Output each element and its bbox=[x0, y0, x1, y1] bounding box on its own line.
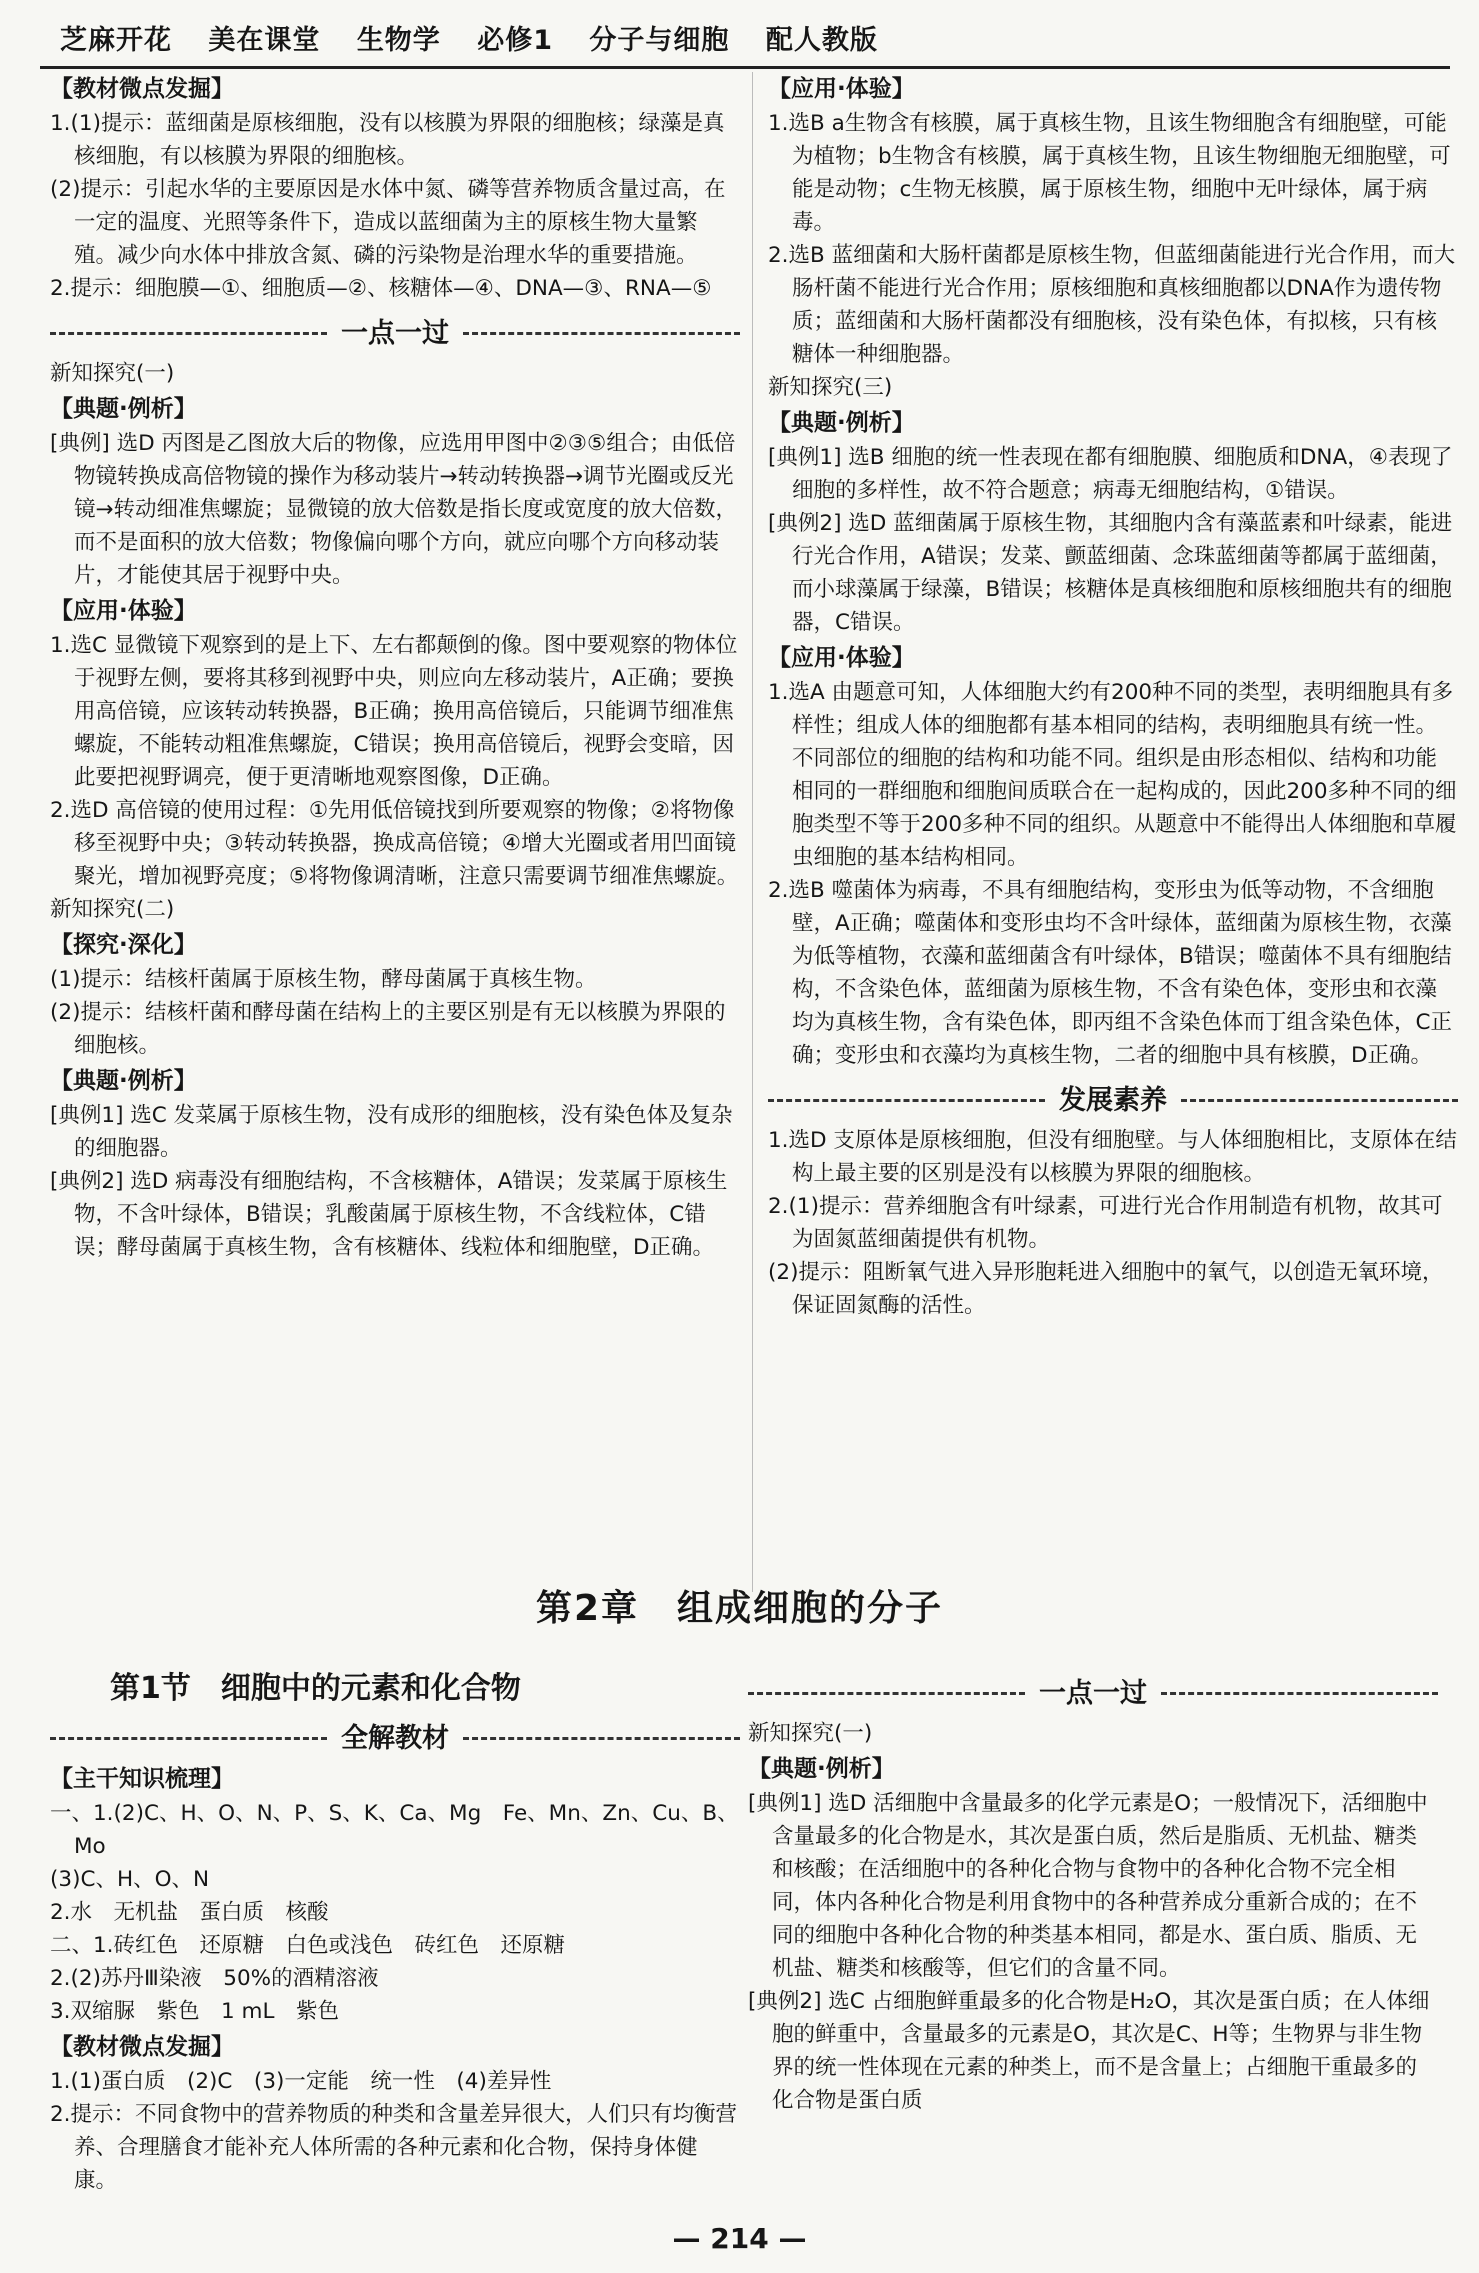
answer-paragraph: 2.(1)提示：营养细胞含有叶绿素，可进行光合作用制造有机物，故其可为固氮蓝细菌提供有机物。 bbox=[768, 1194, 1443, 1252]
answer-paragraph: (2)提示：结核杆菌和酵母菌在结构上的主要区别是有无以核膜为界限的细胞核。 bbox=[50, 1000, 726, 1058]
answer-paragraph: [典例2] 选D 病毒没有细胞结构，不含核糖体，A错误；发菜属于原核生物，不含叶绿体，B错误；乳酸菌属于原核生物，不含线粒体，C错误；酵母菌属于真核生物，含有核糖体、线粒体和细胞壁，D正确。 bbox=[50, 1169, 728, 1260]
answer-paragraph: 1.(1)蛋白质 (2)C (3)一定能 统一性 (4)差异性 bbox=[50, 2069, 552, 2094]
right-column-bottom bbox=[748, 1665, 1438, 2117]
answer-paragraph: [典例2] 选D 蓝细菌属于原核生物，其细胞内含有藻蓝素和叶绿素，能进行光合作用，A错误；发菜、颤蓝细菌、念珠蓝细菌等都属于蓝细菌，而小球藻属于绿藻，B错误；核糖体是真核细胞和原核细胞共有的细胞器，C错误。 bbox=[768, 511, 1453, 635]
section-tag: 【主干知识梳理】 bbox=[50, 1766, 234, 1792]
answer-paragraph: 1.选D 支原体是原核细胞，但没有细胞壁。与人体细胞相比，支原体在结构上最主要的区别是没有以核膜为界限的细胞核。 bbox=[768, 1128, 1457, 1186]
divider-line bbox=[1161, 1692, 1438, 1695]
page-number: — 214 — bbox=[672, 2222, 807, 2255]
answer-paragraph: 1.选A 由题意可知，人体细胞大约有200种不同的类型，表明细胞具有多样性；组成人体的细胞都有基本相同的结构，表明细胞具有统一性。不同部位的细胞的结构和功能不同。组织是由形态相似、结构和功能相同的一群细胞和细胞间质联合在一起构成的，因此200多种不同的细胞类型不等于200多种不同的组织。从题意中不能得出人体细胞和草履虫细胞的基本结构相同。 bbox=[768, 680, 1457, 870]
divider-line bbox=[1181, 1099, 1458, 1102]
running-header bbox=[60, 18, 1440, 64]
chapter-title: 第2章 组成细胞的分子 bbox=[535, 1588, 944, 1629]
left-column-top bbox=[50, 70, 740, 1264]
section-tag: 【应用·体验】 bbox=[768, 76, 915, 102]
header-volume: 必修1 bbox=[477, 25, 554, 56]
section-divider bbox=[748, 1675, 1438, 1711]
divider-line bbox=[50, 332, 327, 335]
divider-line bbox=[463, 1737, 740, 1740]
section-tag: 【典题·例析】 bbox=[748, 1756, 895, 1782]
divider-label: 全解教材 bbox=[341, 1722, 449, 1754]
column-divider bbox=[752, 72, 753, 1592]
answer-paragraph: [典例1] 选C 发菜属于原核生物，没有成形的细胞核，没有染色体及复杂的细胞器。 bbox=[50, 1103, 733, 1161]
answer-paragraph: 1.(1)提示：蓝细菌是原核细胞，没有以核膜为界限的细胞核；绿藻是真核细胞，有以核膜为界限的细胞核。 bbox=[50, 111, 725, 169]
header-tagline: 美在课堂 bbox=[208, 25, 321, 56]
section-tag: 【应用·体验】 bbox=[50, 598, 197, 624]
divider-line bbox=[50, 1737, 327, 1740]
header-edition: 配人教版 bbox=[765, 25, 878, 56]
answer-paragraph: 一、1.(2)C、H、O、N、P、S、K、Ca、Mg Fe、Mn、Zn、Cu、B、Mo bbox=[50, 1801, 739, 1859]
answer-paragraph: 2.选B 噬菌体为病毒，不具有细胞结构，变形虫为低等动物，不含细胞壁，A正确；噬菌体和变形虫均不含叶绿体，蓝细菌为原核生物，衣藻为低等植物，衣藻和蓝细菌含有叶绿体，B错误；噬菌体不具有细胞结构，不含染色体，蓝细菌为原核生物，不含有染色体，变形虫和衣藻均为真核生物，含有染色体，即丙组不含染色体而丁组含染色体，C正确；变形虫和衣藻均为真核生物，二者的细胞中具有核膜，D正确。 bbox=[768, 878, 1453, 1068]
header-rule bbox=[40, 66, 1450, 69]
divider-label: 发展素养 bbox=[1059, 1084, 1167, 1116]
answer-paragraph: 2.提示：细胞膜—①、细胞质—②、核糖体—④、DNA—③、RNA—⑤ bbox=[50, 276, 712, 301]
divider-label: 一点一过 bbox=[1039, 1677, 1147, 1709]
divider-line bbox=[748, 1692, 1025, 1695]
answer-paragraph: (2)提示：阻断氧气进入异形胞耗进入细胞中的氧气，以创造无氧环境，保证固氮酶的活性。 bbox=[768, 1260, 1444, 1318]
section-tag: 【典题·例析】 bbox=[768, 410, 915, 436]
answer-paragraph: [典例2] 选C 占细胞鲜重最多的化合物是H₂O，其次是蛋白质；在人体细胞的鲜重中，含量最多的元素是O，其次是C、H等；生物界与非生物界的统一性体现在元素的种类上，而不是含量上；占细胞干重最多的化合物是蛋白质 bbox=[748, 1989, 1430, 2113]
section-tag: 【教材微点发掘】 bbox=[50, 76, 234, 102]
answer-paragraph: 1.选B a生物含有核膜，属于真核生物，且该生物细胞含有细胞壁，可能为植物；b生物含有核膜，属于真核生物，且该生物细胞无细胞壁，可能是动物；c生物无核膜，属于原核生物，细胞中无叶绿体，属于病毒。 bbox=[768, 111, 1451, 235]
divider-line bbox=[463, 332, 740, 335]
answer-paragraph: (2)提示：引起水华的主要原因是水体中氮、磷等营养物质含量过高，在一定的温度、光照等条件下，造成以蓝细菌为主的原核生物大量繁殖。减少向水体中排放含氮、磷的污染物是治理水华的重要措施。 bbox=[50, 177, 726, 268]
section-tag: 【典题·例析】 bbox=[50, 396, 197, 422]
section-title: 第1节 细胞中的元素和化合物 bbox=[110, 1671, 521, 1706]
divider-line bbox=[768, 1099, 1045, 1102]
answer-paragraph: [典例1] 选D 活细胞中含量最多的化学元素是O；一般情况下，活细胞中含量最多的化合物是水，其次是蛋白质，然后是脂质、无机盐、糖类和核酸；在活细胞中的各种化合物与食物中的各种化合物不完全相同，体内各种化合物是利用食物中的各种营养成分重新合成的；在不同的细胞中各种化合物的种类基本相同，都是水、蛋白质、脂质、无机盐、糖类和核酸等，但它们的含量不同。 bbox=[748, 1791, 1428, 1981]
answer-paragraph: 2.(2)苏丹Ⅲ染液 50%的酒精溶液 bbox=[50, 1966, 379, 1991]
answer-paragraph: (3)C、H、O、N bbox=[50, 1867, 210, 1892]
answer-paragraph: 2.选D 高倍镜的使用过程：①先用低倍镜找到所要观察的物像；②将物像移至视野中央；③转动转换器，换成高倍镜；④增大光圈或者用凹面镜聚光，增加视野亮度；⑤将物像调清晰，注意只需要调节细准焦螺旋。 bbox=[50, 798, 739, 889]
answer-paragraph: [典例] 选D 丙图是乙图放大后的物像，应选用甲图中②③⑤组合；由低倍物镜转换成高倍物镜的操作为移动装片→转动转换器→调节光圈或反光镜→转动细准焦螺旋；显微镜的放大倍数是指长度或宽度的放大倍数，而不是面积的放大倍数；物像偏向哪个方向，就应向哪个方向移动装片，才能使其居于视野中央。 bbox=[50, 431, 738, 588]
subsection-label: 新知探究(三) bbox=[768, 375, 893, 400]
header-series: 芝麻开花 bbox=[60, 25, 172, 56]
subsection-label: 新知探究(二) bbox=[50, 897, 175, 922]
answer-paragraph: 1.选C 显微镜下观察到的是上下、左右都颠倒的像。图中要观察的物体位于视野左侧，要将其移到视野中央，则应向左移动装片，A正确；要换用高倍镜，应该转动转换器，B正确；换用高倍镜后，只能调节细准焦螺旋，不能转动粗准焦螺旋，C错误；换用高倍镜后，视野会变暗，因此要把视野调亮，便于更清晰地观察图像，D正确。 bbox=[50, 633, 738, 790]
answer-paragraph: 2.提示：不同食物中的营养物质的种类和含量差异很大，人们只有均衡营养、合理膳食才能补充人体所需的各种元素和化合物，保持身体健康。 bbox=[50, 2102, 738, 2193]
answer-paragraph: 2.水 无机盐 蛋白质 核酸 bbox=[50, 1900, 329, 1925]
answer-paragraph: 3.双缩脲 紫色 1 mL 紫色 bbox=[50, 1999, 339, 2024]
header-book: 分子与细胞 bbox=[589, 25, 730, 56]
section-divider bbox=[50, 1720, 740, 1756]
left-column-bottom bbox=[50, 1710, 740, 2197]
divider-label: 一点一过 bbox=[341, 317, 449, 349]
section-tag: 【教材微点发掘】 bbox=[50, 2034, 234, 2060]
answer-paragraph: 2.选B 蓝细菌和大肠杆菌都是原核生物，但蓝细菌能进行光合作用，而大肠杆菌不能进行光合作用；原核细胞和真核细胞都以DNA作为遗传物质；蓝细菌和大肠杆菌都没有细胞核，没有染色体，有拟核，只有核糖体一种细胞器。 bbox=[768, 243, 1456, 367]
right-column-top bbox=[768, 70, 1458, 1322]
section-divider bbox=[768, 1082, 1458, 1118]
section-divider bbox=[50, 315, 740, 351]
answer-paragraph: (1)提示：结核杆菌属于原核生物，酵母菌属于真核生物。 bbox=[50, 967, 597, 992]
section-tag: 【典题·例析】 bbox=[50, 1068, 197, 1094]
header-subject: 生物学 bbox=[356, 25, 441, 56]
answer-paragraph: [典例1] 选B 细胞的统一性表现在都有细胞膜、细胞质和DNA，④表现了细胞的多样性，故不符合题意；病毒无细胞结构，①错误。 bbox=[768, 445, 1453, 503]
subsection-label: 新知探究(一) bbox=[748, 1721, 873, 1746]
section-tag: 【探究·深化】 bbox=[50, 932, 197, 958]
subsection-label: 新知探究(一) bbox=[50, 361, 175, 386]
section-tag: 【应用·体验】 bbox=[768, 645, 915, 671]
answer-paragraph: 二、1.砖红色 还原糖 白色或浅色 砖红色 还原糖 bbox=[50, 1933, 566, 1958]
